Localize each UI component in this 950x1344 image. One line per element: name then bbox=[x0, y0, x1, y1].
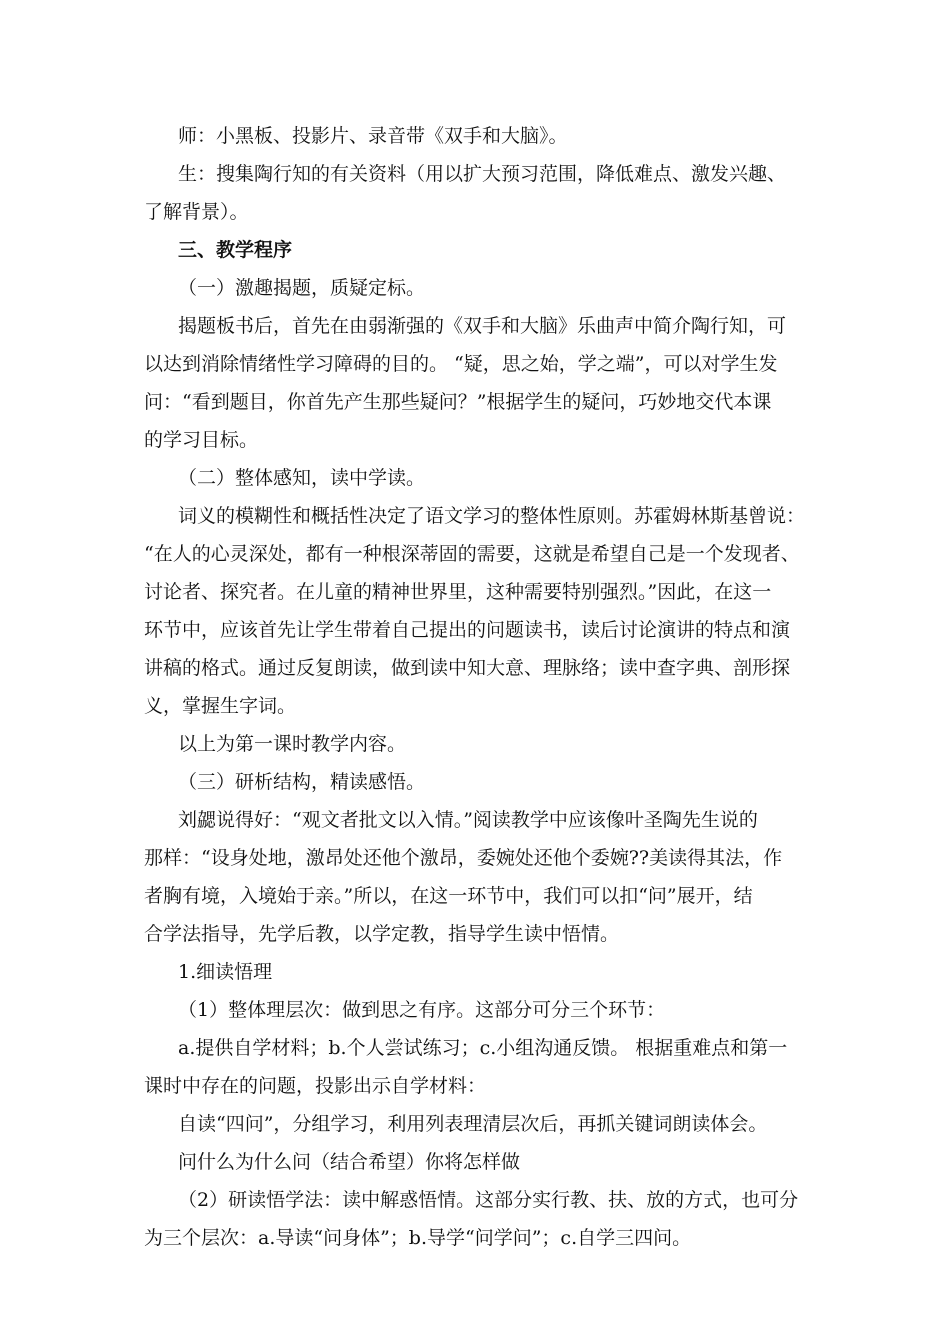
item-heading: 1.细读悟理 bbox=[178, 961, 273, 983]
materials-student-cont: 了解背景）。 bbox=[144, 201, 249, 223]
paragraph-line: 讲稿的格式。通过反复朗读，做到读中知大意、理脉络；读中查字典、剖形探 bbox=[144, 657, 791, 679]
paragraph-line: 问：“看到题目，你首先产生那些疑问？”根据学生的疑问，巧妙地交代本课 bbox=[144, 391, 772, 413]
section-heading-teaching-procedure: 三、教学程序 bbox=[178, 239, 293, 261]
paragraph-line: 那样：“设身处地，激昂处还他个激昂，委婉处还他个委婉??美读得其法，作 bbox=[144, 847, 783, 869]
paragraph-line: 为三个层次：a.导读“问身体”；b.导学“问学问”；c.自学三四问。 bbox=[144, 1227, 692, 1249]
paragraph-line: 义，掌握生字词。 bbox=[144, 695, 297, 717]
paragraph-line: 揭题板书后，首先在由弱渐强的《双手和大脑》乐曲声中简介陶行知，可 bbox=[178, 315, 787, 337]
paragraph-line: （1）整体理层次：做到思之有序。这部分可分三个环节： bbox=[178, 999, 666, 1021]
paragraph-line: 的学习目标。 bbox=[144, 429, 259, 451]
paragraph-line: 者胸有境，入境始于亲。”所以，在这一环节中，我们可以扣“问”展开，结 bbox=[144, 885, 753, 907]
paragraph-line: 讨论者、探究者。在儿童的精神世界里，这种需要特别强烈。”因此，在这一 bbox=[144, 581, 772, 603]
paragraph-line: 词义的模糊性和概括性决定了语文学习的整体性原则。苏霍姆林斯基曾说： bbox=[178, 505, 806, 527]
paragraph-line: 自读“四问”，分组学习，利用列表理清层次后，再抓关键词朗读体会。 bbox=[178, 1113, 768, 1135]
paragraph-line: 合学法指导，先学后教，以学定教，指导学生读中悟情。 bbox=[144, 923, 620, 945]
paragraph-line: 问什么为什么问（结合希望）你将怎样做 bbox=[178, 1151, 521, 1173]
paragraph-line: （2）研读悟学法：读中解惑悟情。这部分实行教、扶、放的方式，也可分 bbox=[178, 1189, 799, 1211]
subsection-heading-3: （三）研析结构，精读感悟。 bbox=[178, 771, 426, 793]
paragraph-line: 以上为第一课时教学内容。 bbox=[178, 733, 407, 755]
paragraph-line: “在人的心灵深处，都有一种根深蒂固的需要，这就是希望自己是一个发现者、 bbox=[144, 543, 800, 565]
paragraph-line: a.提供自学材料；b.个人尝试练习；c.小组沟通反馈。 根据重难点和第一 bbox=[178, 1037, 788, 1059]
paragraph-line: 环节中，应该首先让学生带着自己提出的问题读书，读后讨论演讲的特点和演 bbox=[144, 619, 791, 641]
materials-student: 生：搜集陶行知的有关资料（用以扩大预习范围，降低难点、激发兴趣、 bbox=[178, 163, 787, 185]
subsection-heading-1: （一）激趣揭题，质疑定标。 bbox=[178, 277, 426, 299]
subsection-heading-2: （二）整体感知，读中学读。 bbox=[178, 467, 426, 489]
paragraph-line: 以达到消除情绪性学习障碍的目的。 “疑，思之始，学之端”，可以对学生发 bbox=[144, 353, 778, 375]
paragraph-line: 刘勰说得好：“观文者批文以入情。”阅读教学中应该像叶圣陶先生说的 bbox=[178, 809, 758, 831]
materials-teacher: 师：小黑板、投影片、录音带《双手和大脑》。 bbox=[178, 125, 568, 147]
paragraph-line: 课时中存在的问题，投影出示自学材料： bbox=[144, 1075, 487, 1097]
